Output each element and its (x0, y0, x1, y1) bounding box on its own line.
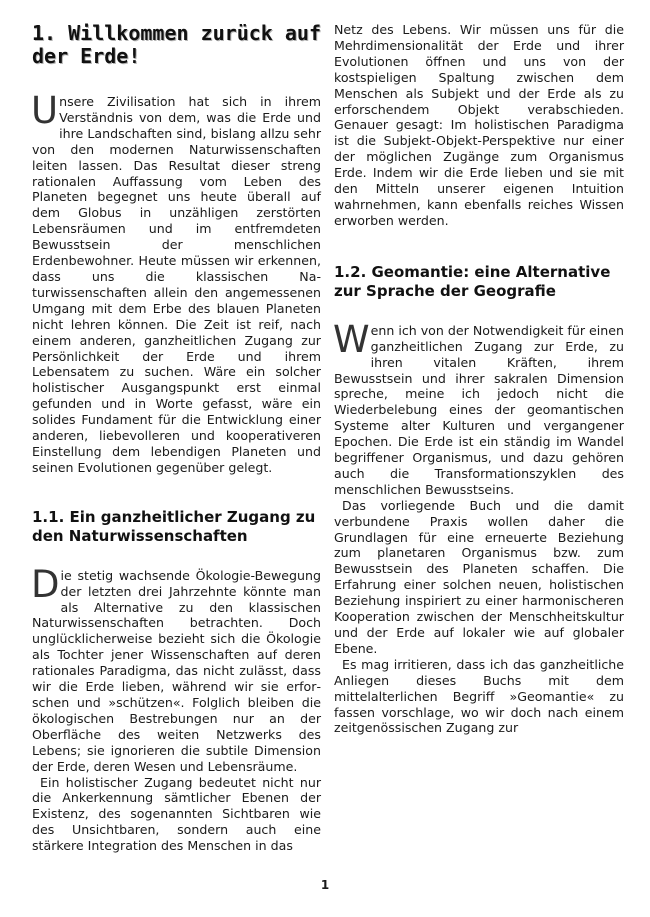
drop-cap: U (31, 89, 59, 132)
left-column (32, 22, 321, 854)
right-column (334, 22, 624, 736)
page-number: 1 (320, 878, 330, 892)
section-1-1-paragraph (31, 562, 321, 775)
section-heading-1-2: 1.2. Geomantie: eine Alternative zur Sprache der Geografie (334, 262, 611, 300)
holistic-paragraph-continued: Netz des Lebens. Wir müssen uns für die Mehrdimensionalität der Erde und ihrer Evolutionen öffnen und uns von der kostspieligen Spaltung zwischen dem Menschen als Subjekt und der Erde als zu erforschendem Objekt verabschieden. Genauer gesagt: Im holistischen Paradigma ist die Subjekt-Objekt-Perspektive nur einer der möglichen Zugänge zum Organismus Erde. Indem wir die Erde lieben und sie mit den Mitteln unserer eigenen Intuition wahrnehmen, kann ebenfalls reiches Wissen erworben werden. (334, 22, 624, 228)
section-1-2-paragraph (333, 317, 624, 498)
holistic-paragraph-text: Ein holistischer Zugang bedeutet nicht nur die Ankerkennung sämtlicher Ebenen der Existenz, des sogenannten Sichtbaren wie des Unsichtbaren, sondern auch eine stärkere Integration des Menschen in das (32, 774, 321, 854)
intro-paragraph (31, 89, 321, 476)
book-purpose-paragraph: Das vorliegende Buch und die damit verbundene Praxis wollen daher die Grundlagen für eine erneuerte Beziehung zum planetaren Organismus bzw. zum Bewusstsein des Planeten schaffen. Die Erfahrung einer solchen neuen, holistischen Beziehung inspiriert zu einer harmonischeren Kooperation zwischen der Menschheitskultur und der Erde auf lokaler wie auf globaler Ebene. (334, 497, 624, 656)
drop-cap: W (333, 317, 370, 361)
geomantie-paragraph: Es mag irritieren, dass ich das ganzheitliche Anliegen dieses Buchs mit dem mittelalterlichen Begriff »Geomantie« zu fassen vorschlage, wo wir doch nach einem zeitgenössischen Zugang zur (334, 656, 624, 736)
chapter-heading: 1. Willkommen zurück auf der Erde! (32, 21, 321, 68)
holistic-paragraph (32, 775, 321, 855)
section-heading-1-1: 1.1. Ein ganzheitlicher Zugang zu den Naturwissenschaften (32, 507, 316, 545)
section-1-2-paragraph-text: enn ich von der Notwendigkeit für einen ganzheitlichen Zugang zur Erde, zu ihren vitalen Kräften, ihrem Bewusstsein und ihrer sakralen Dimension spreche, meine ich jedoch nicht die Wiederbelebung eines der geomantischen Systeme alter Kulturen und vergangener Epochen. Die Erde ist ein ständig im Wandel begriffener Organismus, und dazu gehören auch die Transformationszyklen des menschlichen Bewusstseins. (334, 322, 624, 497)
drop-cap: D (31, 562, 60, 606)
intro-paragraph-text: nsere Zivilisation hat sich in ihrem Verständnis von dem, was die Erde und ihre Landschaften sind, bislang allzu sehr von den modernen Naturwissenschaften leiten lassen. Das Resultat dieser streng rationalen Auffassung vom Leben des Planeten begegnet uns heute überall auf dem Globus in unzähligen zerstörten Lebensräumen und im entfremdeten Bewusstsein der menschlichen Erdenbewohner. Heute müssen wir erkennen, dass uns die klassischen Naturwissenschaften allein den angemessenen Umgang mit dem Erbe des blauen Planeten nicht lehren können. Die Zeit ist reif, nach einem anderen, ganzheitlichen Zugang zur Persönlichkeit der Erde und ihrem Lebensatem zu suchen. Wäre ein solcher holistischer Ausgangspunkt erst einmal gefunden und in Worte gefasst, wäre ein solides Fundament für die Entwicklung einer anderen, liebevolleren und kooperativeren Einstellung dem lebendigen Planeten und seinen Evolutionen gegenüber gelegt. (32, 94, 321, 475)
section-1-1-paragraph-text: ie stetig wachsende Ökologie-Bewegung der letzten drei Jahrzehnte könnte man als Alternative zu den klassischen Naturwissenschaften betrachten. Doch unglücklicherweise bezieht sich die Ökologie als Tochter jener Wissenschaften auf deren rationales Paradigma, das nicht zulässt, dass wir die Erde lieben, während wir sie erforschen und »schützen«. Folglich bleiben die ökologischen Bestrebungen nur an der Oberfläche des weiten Netzwerks des Lebens; sie ignorieren die subtile Dimension der Erde, deren Wesen und Lebensräume. (32, 567, 321, 774)
